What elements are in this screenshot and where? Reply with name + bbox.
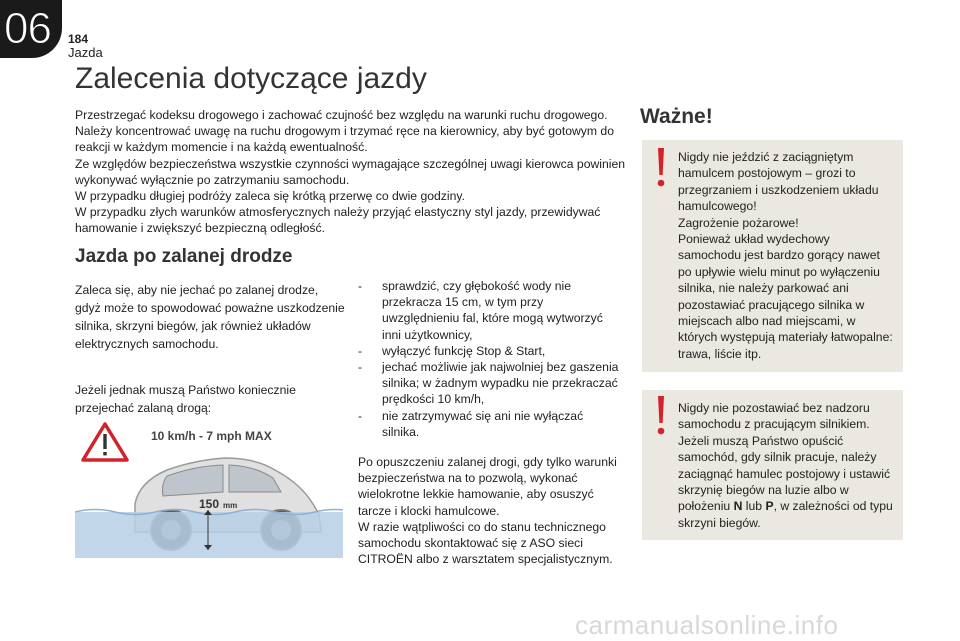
depth-value: 150: [199, 497, 220, 511]
exclamation-icon: [654, 396, 668, 436]
flooded-road-intro: Jeżeli jednak muszą Państwo koniecznie przejechać zalaną drogą:: [75, 383, 296, 415]
intro-paragraph: Ze względów bezpieczeństwa wszystkie czynności wymagające szczególnej uwagi kierowca powinien wykonywać wyłącznie po zatrzymaniu samochodu.: [75, 156, 626, 187]
warning-box: [642, 390, 903, 540]
speed-limit-label: 10 km/h - 7 mph MAX: [151, 429, 272, 443]
depth-unit: mm: [223, 501, 238, 510]
intro-text: [75, 107, 635, 237]
after-flood-paragraph: Po opuszczeniu zalanej drogi, gdy tylko warunki bezpieczeństwa na to pozwolą, wykonać wielokrotne lekkie hamowanie, aby osuszyć tarcze i klocki hamulcowe.: [358, 455, 617, 518]
warning-text-part: , w zależności od typu skrzyni biegów.: [678, 499, 893, 530]
gear-n-label: N: [733, 499, 743, 514]
flooded-road-illustration: [75, 418, 343, 558]
page-section: Jazda: [68, 45, 103, 60]
flooded-road-warning: Zaleca się, aby nie jechać po zalanej drodze, gdyż może to spowodować poważne uszkodzenie silnika, skrzyni biegów, jak również układów elektrycznych samochodu.: [75, 283, 345, 351]
list-item: - nie zatrzymywać się ani nie wyłączać silnika.: [358, 408, 623, 440]
flooded-road-right-column: [358, 278, 623, 567]
warning-text-part: lub: [742, 499, 766, 514]
warning-text: Ponieważ układ wydechowy samochodu jest bardzo gorący nawet po upływie wielu minut po wyłączeniu silnika, nie należy parkować ani pozostawiać pracującego silnika w miejscach albo nad miejscami, w których występują materiały łatwopalne: trawa, liście itp.: [678, 232, 893, 361]
warning-text: Nigdy nie jeździć z zaciągniętym hamulcem postojowym – grozi to przegrzaniem i uszkodzeniem układu hamulcowego!: [678, 150, 879, 214]
exclamation-icon: [654, 148, 668, 188]
flooded-road-left-column: [75, 281, 345, 417]
chapter-tab: [0, 0, 62, 58]
section-title: Jazda po zalanej drodze: [75, 246, 293, 267]
watermark: carmanualsonline.info: [575, 610, 839, 640]
chapter-number: 06: [4, 4, 51, 53]
warning-text-part: Nigdy nie pozostawiać bez nadzoru samochodu z pracującym silnikiem. Jeżeli muszą Państwo opuścić samochód, gdy silnik pracuje, należy zaciągnąć hamulec postojowy i ustawić skrzynię biegów na luzie albo w położeniu: [678, 401, 891, 514]
page-number: 184: [68, 32, 89, 46]
important-title: Ważne!: [640, 105, 713, 128]
warning-box: [642, 140, 903, 372]
warning-text: Zagrożenie pożarowe!: [678, 215, 799, 230]
list-item: - wyłączyć funkcję Stop & Start,: [358, 343, 623, 359]
intro-paragraph: Należy koncentrować uwagę na ruchu drogowym i trzymać ręce na kierownicy, aby być gotowym do reakcji w każdym momencie i na każdą ewentualność.: [75, 124, 614, 155]
intro-paragraph: W przypadku długiej podróży zaleca się krótką przerwę co dwie godziny.: [75, 189, 465, 204]
intro-paragraph: Przestrzegać kodeksu drogowego i zachować czujność bez względu na warunki ruchu drogowego.: [75, 108, 608, 122]
flood-water: [75, 512, 343, 558]
flooded-road-steps: [358, 278, 623, 440]
after-flood-text: [358, 454, 623, 567]
page-title: Zalecenia dotyczące jazdy: [75, 62, 427, 95]
after-flood-paragraph: W razie wątpliwości co do stanu technicznego samochodu skontaktować się z ASO sieci CITROËN albo z warsztatem specjalistycznym.: [358, 519, 613, 567]
gear-p-label: P: [765, 499, 774, 514]
warning-text: [678, 400, 893, 531]
list-item: - sprawdzić, czy głębokość wody nie przekracza 15 cm, w tym przy uwzględnieniu fal, które mogą wytworzyć inni użytkownicy,: [358, 278, 623, 343]
intro-paragraph: W przypadku złych warunków atmosferycznych należy przyjąć elastyczny styl jazdy, przewidywać hamowanie i zwiększyć bezpieczną odległość.: [75, 205, 601, 236]
list-item: - jechać możliwie jak najwolniej bez gaszenia silnika; w żadnym wypadku nie przekraczać prędkości 10 km/h,: [358, 359, 623, 408]
